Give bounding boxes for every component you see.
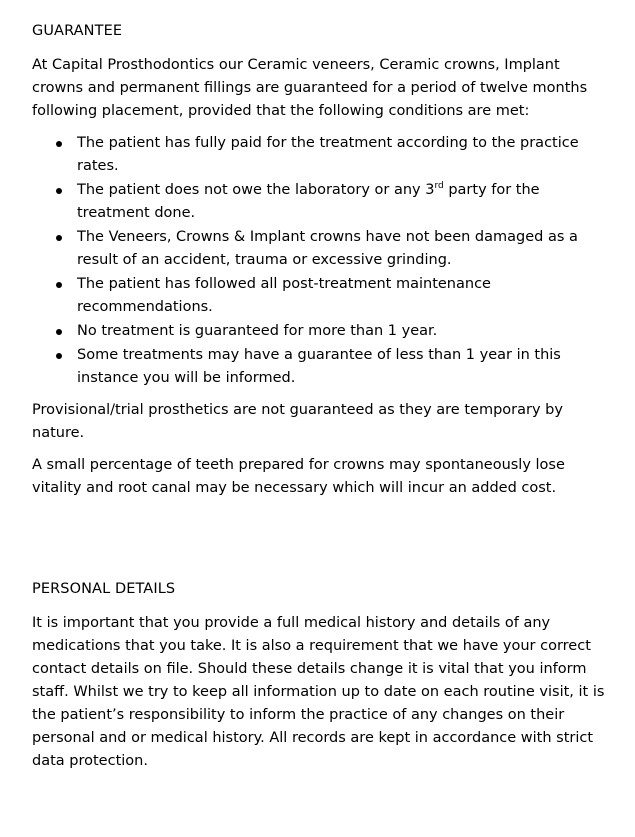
guarantee-heading: GUARANTEE	[32, 23, 123, 39]
condition-text: The patient does not owe the laboratory or any 3	[77, 182, 435, 198]
bullet-icon	[56, 282, 62, 288]
vitality-paragraph: A small percentage of teeth prepared for crowns may spontaneously lose vitality and root canal may be necessary which will incur an added cost.	[32, 457, 565, 496]
bullet-icon	[56, 188, 62, 194]
personal-details-heading: PERSONAL DETAILS	[32, 581, 176, 597]
provisional-paragraph: Provisional/trial prosthetics are not guaranteed as they are temporary by nature.	[32, 402, 563, 441]
condition-text-continued: party for the treatment done.	[77, 182, 540, 221]
condition-item	[32, 344, 612, 390]
bullet-icon	[56, 353, 62, 359]
personal-details-section	[32, 578, 612, 773]
condition-text: The Veneers, Crowns & Implant crowns have not been damaged as a result of an accident, trauma or excessive grinding.	[77, 229, 578, 268]
condition-item	[32, 320, 612, 343]
condition-text: The patient has followed all post-treatment maintenance recommendations.	[77, 276, 491, 315]
condition-text: Some treatments may have a guarantee of less than 1 year in this instance you will be informed.	[77, 347, 561, 386]
condition-item	[32, 179, 612, 225]
condition-item	[32, 226, 612, 272]
condition-text: No treatment is guaranteed for more than 1 year.	[77, 323, 438, 339]
guarantee-section	[32, 20, 612, 500]
section-spacer	[32, 509, 612, 578]
condition-item	[32, 132, 612, 178]
bullet-icon	[56, 141, 62, 147]
guarantee-intro: At Capital Prosthodontics our Ceramic veneers, Ceramic crowns, Implant crowns and permanent fillings are guaranteed for a period of twelve months following placement, provided that the following conditions are met:	[32, 57, 588, 119]
ordinal-suffix: rd	[434, 181, 444, 192]
guarantee-conditions-list	[32, 132, 612, 390]
document-page	[32, 20, 612, 782]
bullet-icon	[56, 235, 62, 241]
condition-text: The patient has fully paid for the treatment according to the practice rates.	[77, 135, 579, 174]
bullet-icon	[56, 329, 62, 335]
condition-item	[32, 273, 612, 319]
personal-details-body: It is important that you provide a full medical history and details of any medications that you take. It is also a requirement that we have your correct contact details on file. Should these details change it is vital that you inform staff. Whilst we try to keep all information up to date on each routine visit, it is the patient’s responsibility to inform the practice of any changes on their personal and or medical history. All records are kept in accordance with strict data protection.	[32, 615, 605, 769]
